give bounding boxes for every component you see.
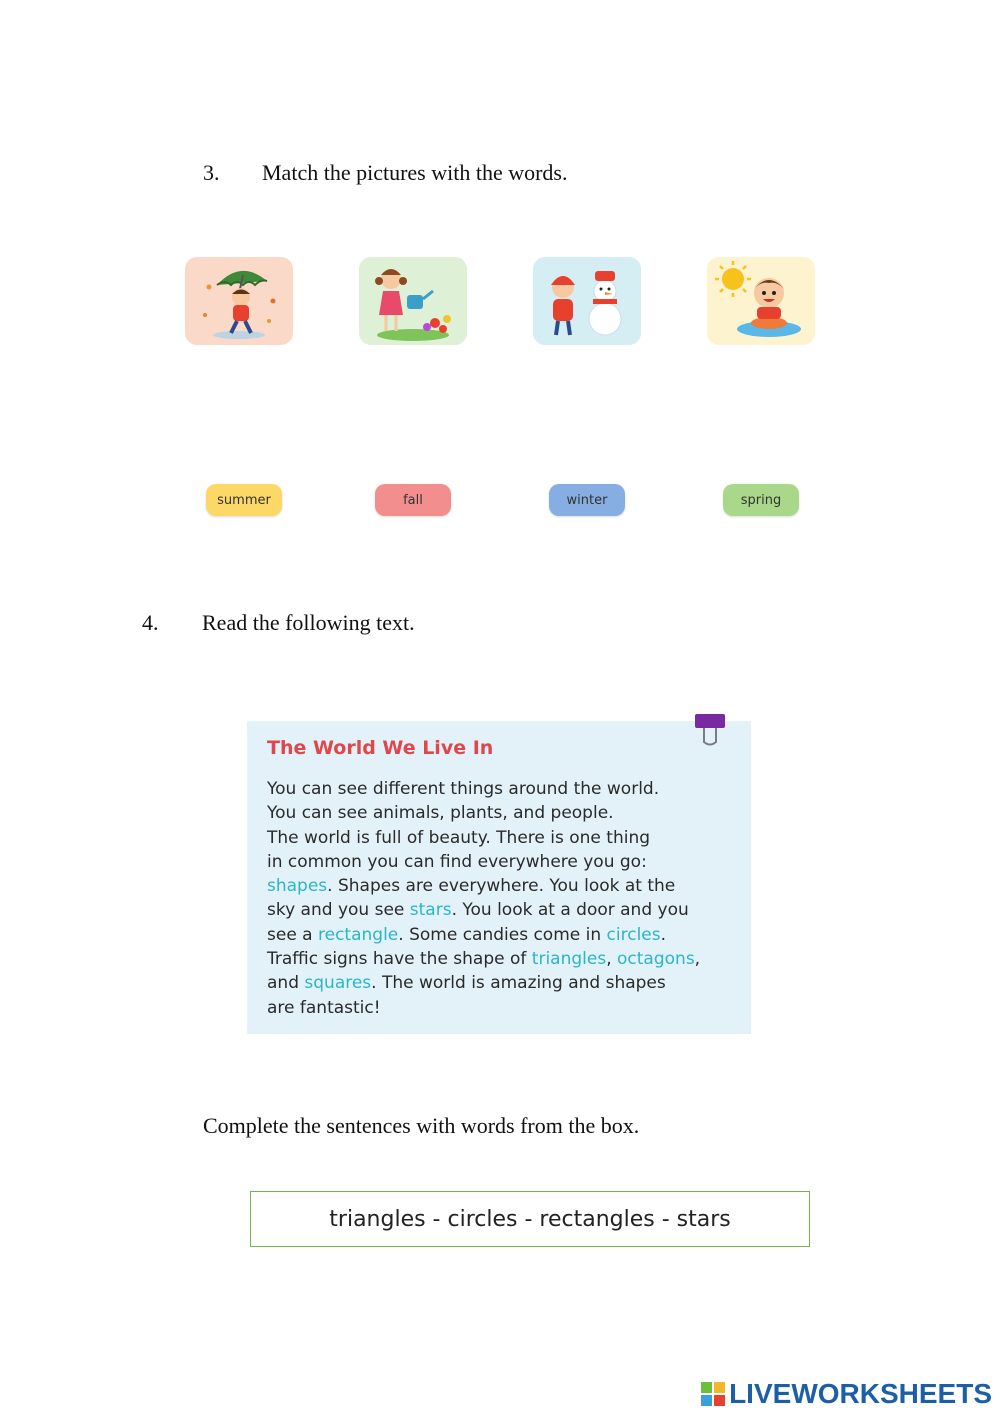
reading-line xyxy=(267,898,737,922)
keyword-triangles: triangles xyxy=(531,949,607,970)
reading-text: . The world is amazing and shapes xyxy=(371,973,666,994)
picture-summer[interactable] xyxy=(707,257,815,345)
reading-text: sky and you see xyxy=(267,900,410,921)
complete-instruction: Complete the sentences with words from the box. xyxy=(203,1113,640,1138)
reading-line: are fantastic! xyxy=(267,997,381,1018)
word-box: triangles - circles - rectangles - stars xyxy=(250,1191,810,1247)
reading-passage-box xyxy=(247,721,751,1034)
reading-text: see a xyxy=(267,924,318,945)
reading-body xyxy=(267,777,737,1020)
children-snowman-icon xyxy=(533,257,641,345)
question-4-instruction: Read the following text. xyxy=(202,610,415,635)
picture-spring[interactable] xyxy=(359,257,467,345)
reading-text: . xyxy=(660,924,667,945)
word-tag-fall[interactable]: fall xyxy=(375,484,451,516)
reading-line xyxy=(267,923,737,947)
keyword-shapes: shapes xyxy=(267,876,328,897)
question-4-number: 4. xyxy=(142,610,159,635)
reading-line xyxy=(267,874,737,898)
child-sun-swimming-icon xyxy=(707,257,815,345)
picture-fall[interactable] xyxy=(185,257,293,345)
question-3-number: 3. xyxy=(203,160,220,185)
word-tag-winter[interactable]: winter xyxy=(549,484,625,516)
keyword-octagons: octagons xyxy=(617,949,695,970)
reading-title: The World We Live In xyxy=(267,737,494,759)
word-tag-spring[interactable]: spring xyxy=(723,484,799,516)
question-3-instruction: Match the pictures with the words. xyxy=(262,160,568,185)
keyword-stars: stars xyxy=(409,900,452,921)
reading-line: The world is full of beauty. There is one thing xyxy=(267,827,651,848)
word-tag-summer[interactable]: summer xyxy=(206,484,282,516)
reading-text: and xyxy=(267,973,305,994)
reading-line: You can see different things around the world. xyxy=(267,779,660,799)
reading-text: . Shapes are everywhere. You look at the xyxy=(327,876,676,897)
liveworksheets-logo-icon xyxy=(701,1382,725,1406)
binder-clip-icon xyxy=(695,714,725,750)
reading-line: You can see animals, plants, and people. xyxy=(267,803,614,824)
reading-text: , xyxy=(606,949,618,970)
logo-text: LIVEWORKSHEETS xyxy=(729,1378,992,1409)
keyword-circles: circles xyxy=(606,924,661,945)
reading-text: . You look at a door and you xyxy=(451,900,689,921)
child-watering-flowers-icon xyxy=(359,257,467,345)
reading-line xyxy=(267,971,737,995)
liveworksheets-logo xyxy=(701,1378,992,1410)
reading-line: in common you can find everywhere you go: xyxy=(267,851,647,872)
keyword-squares: squares xyxy=(304,973,372,994)
reading-text: . Some candies come in xyxy=(398,924,607,945)
child-umbrella-autumn-icon xyxy=(185,257,293,345)
picture-winter[interactable] xyxy=(533,257,641,345)
reading-text: Traffic signs have the shape of xyxy=(267,949,532,970)
keyword-rectangle: rectangle xyxy=(318,924,399,945)
reading-line xyxy=(267,947,737,971)
reading-text: , xyxy=(694,949,701,970)
